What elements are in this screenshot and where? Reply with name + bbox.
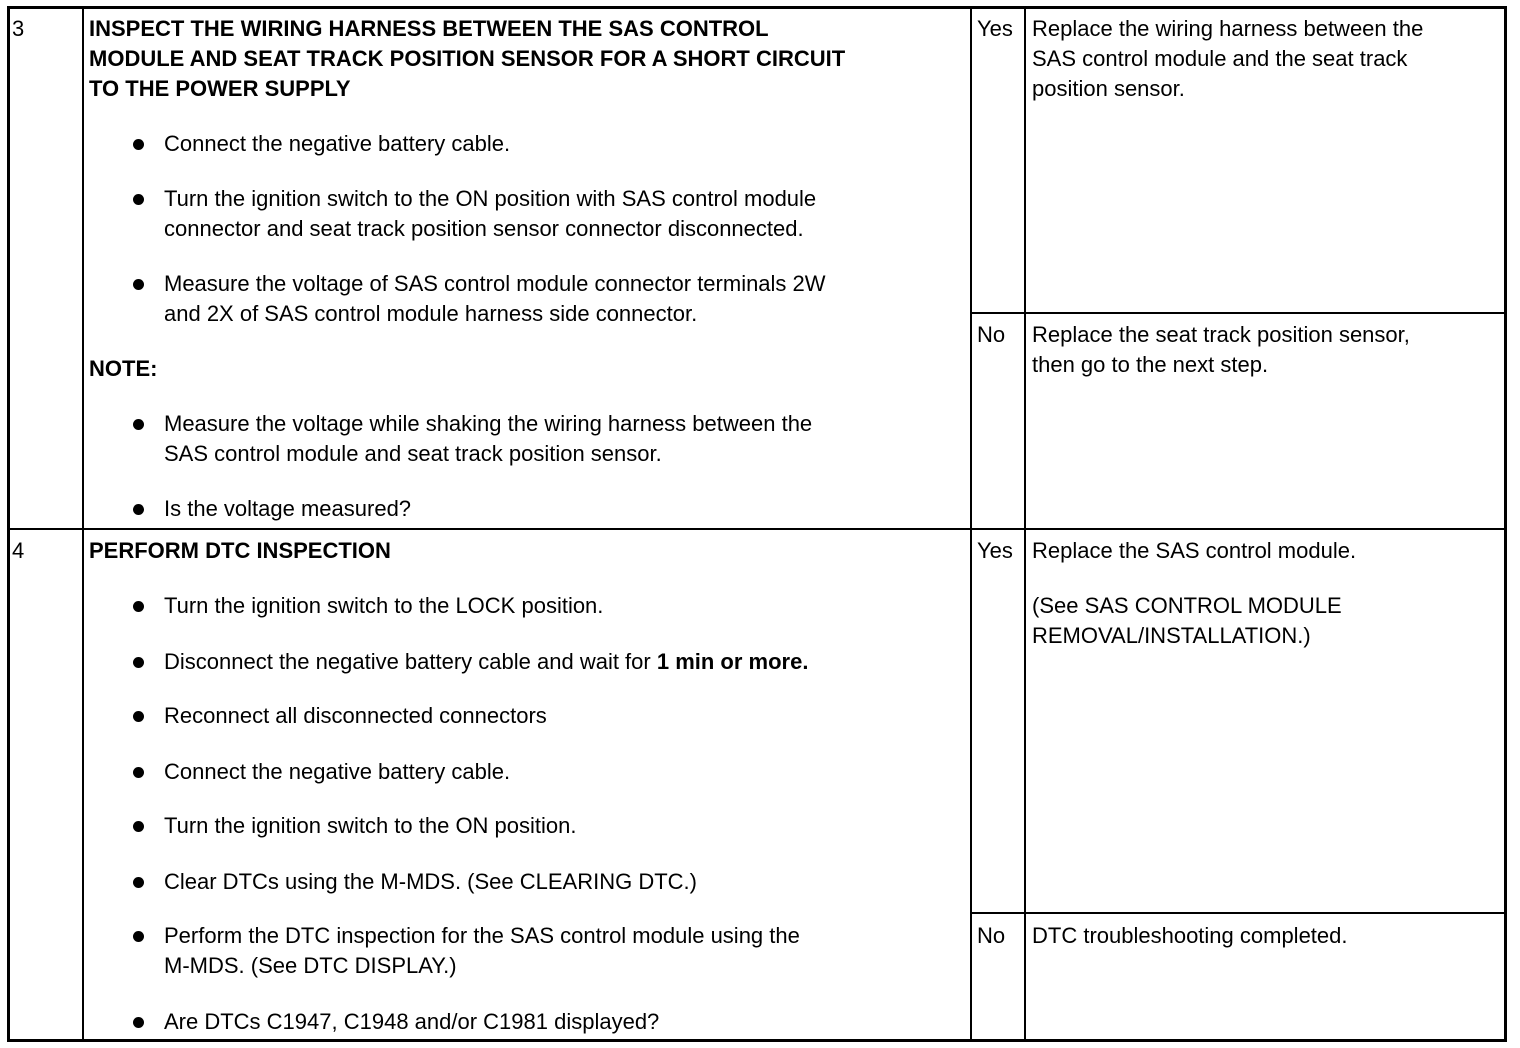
step-3-title-line-1: INSPECT THE WIRING HARNESS BETWEEN THE SAS CONTROL — [89, 16, 769, 41]
step-3-title-line-3: TO THE POWER SUPPLY — [89, 76, 351, 101]
bullet-icon — [133, 711, 144, 722]
bullet-icon — [133, 767, 144, 778]
column-divider-action — [1024, 8, 1026, 1040]
step-4-title: PERFORM DTC INSPECTION — [89, 538, 391, 563]
step-3-no-action-line-1: Replace the seat track position sensor, — [1032, 322, 1410, 347]
step-3-note-bullet-1-line-1: Measure the voltage while shaking the wiring harness between the — [164, 411, 813, 436]
step-4-bullet-6: Clear DTCs using the M-MDS. (See CLEARING DTC.) — [164, 869, 697, 894]
step-3-title-line-2: MODULE AND SEAT TRACK POSITION SENSOR FOR A SHORT CIRCUIT — [89, 46, 846, 71]
step-3-note-bullet-1-line-2: SAS control module and seat track position sensor. — [164, 441, 662, 466]
bullet-icon — [133, 821, 144, 832]
step-4-bullet-5: Turn the ignition switch to the ON position. — [164, 813, 577, 838]
bullet-icon — [133, 139, 144, 150]
column-divider-step — [82, 8, 84, 1040]
step-4-yes-action-line-1: Replace the SAS control module. — [1032, 538, 1357, 563]
step-4-bullet-8: Are DTCs C1947, C1948 and/or C1981 displayed? — [164, 1009, 660, 1034]
bullet-icon — [133, 279, 144, 290]
step-4-bullet-4: Connect the negative battery cable. — [164, 759, 511, 784]
step-3-no-label: No — [977, 322, 1006, 347]
bullet-icon — [133, 877, 144, 888]
column-divider-result — [970, 8, 972, 1040]
step-4-bullet-7-line-2: M-MDS. (See DTC DISPLAY.) — [164, 953, 457, 978]
step-3-no-action-line-2: then go to the next step. — [1032, 352, 1269, 377]
step-3-bullet-2-line-2: connector and seat track position sensor connector disconnected. — [164, 216, 804, 241]
step-4-no-label: No — [977, 923, 1006, 948]
step-3-bullet-3-line-2: and 2X of SAS control module harness side connector. — [164, 301, 698, 326]
step-3-note-bullet-2: Is the voltage measured? — [164, 496, 412, 521]
step-3-yes-action-line-1: Replace the wiring harness between the — [1032, 16, 1424, 41]
step-4-yes-reference-line-1: (See SAS CONTROL MODULE — [1032, 593, 1342, 618]
step-4-yes-reference-line-2: REMOVAL/INSTALLATION.) — [1032, 623, 1311, 648]
bullet-icon — [133, 419, 144, 430]
step-4-bullet-7-line-1: Perform the DTC inspection for the SAS control module using the — [164, 923, 800, 948]
step-4-number: 4 — [12, 538, 25, 563]
step-3-bullet-1: Connect the negative battery cable. — [164, 131, 511, 156]
step-4-yes-label: Yes — [977, 538, 1013, 563]
step-4-yes-action — [1032, 536, 1356, 566]
step-3-number: 3 — [12, 16, 25, 41]
step-3-yes-label: Yes — [977, 16, 1013, 41]
bullet-icon — [133, 657, 144, 668]
row-divider-step3-yes-no — [970, 312, 1505, 314]
step-4-bullet-2 — [164, 647, 808, 677]
step-3-bullet-2-line-1: Turn the ignition switch to the ON position with SAS control module — [164, 186, 817, 211]
step-3-note-label: NOTE: — [89, 356, 158, 381]
bullet-icon — [133, 601, 144, 612]
row-divider-step4-yes-no — [970, 912, 1505, 914]
bullet-icon — [133, 194, 144, 205]
step-4-bullet-1: Turn the ignition switch to the LOCK position. — [164, 593, 604, 618]
step-3-no-action — [1032, 320, 1410, 380]
row-divider-step3-step4 — [9, 528, 1505, 530]
step-3-yes-action — [1032, 14, 1423, 104]
step-4-no-action-line-1: DTC troubleshooting completed. — [1032, 923, 1348, 948]
step-4-bullet-2-text: Disconnect the negative battery cable and wait for — [164, 649, 657, 674]
step-4-no-action — [1032, 921, 1348, 951]
step-4-wait-time: 1 min or more. — [656, 649, 809, 674]
step-4-bullet-3: Reconnect all disconnected connectors — [164, 703, 547, 728]
bullet-icon — [133, 504, 144, 515]
step-3-yes-action-line-3: position sensor. — [1032, 76, 1185, 101]
step-3-bullet-3-line-1: Measure the voltage of SAS control module connector terminals 2W — [164, 271, 826, 296]
step-4-yes-reference — [1032, 591, 1342, 651]
step-3-yes-action-line-2: SAS control module and the seat track — [1032, 46, 1408, 71]
bullet-icon — [133, 1017, 144, 1028]
bullet-icon — [133, 931, 144, 942]
